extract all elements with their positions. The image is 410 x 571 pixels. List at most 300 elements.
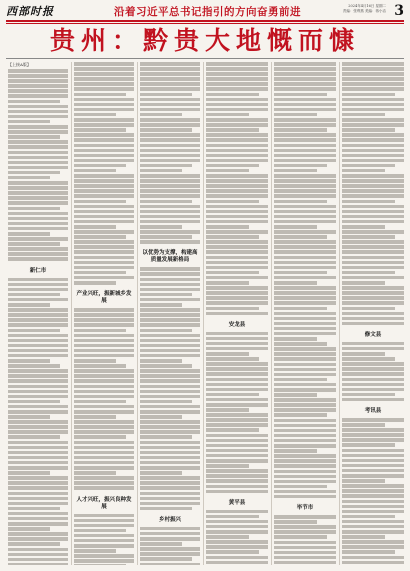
- text-line: [8, 100, 60, 104]
- text-line: [274, 439, 336, 443]
- text-line: [140, 486, 200, 490]
- text-line: [206, 144, 268, 148]
- text-line: [8, 283, 68, 287]
- text-line: [206, 525, 268, 529]
- text-line: [140, 298, 200, 302]
- text-line: [274, 424, 336, 428]
- text-line: [74, 364, 126, 368]
- text-line: [8, 385, 68, 389]
- text-line: [206, 383, 268, 387]
- text-line: [342, 93, 395, 97]
- text-line: [274, 235, 327, 239]
- text-line: [140, 497, 200, 501]
- text-line: [274, 174, 336, 178]
- text-line: [206, 174, 268, 178]
- text-line: [342, 72, 404, 76]
- text-line: [8, 329, 60, 333]
- text-line: [8, 537, 68, 541]
- text-line: [274, 307, 327, 311]
- text-line: [206, 72, 268, 76]
- text-line: [8, 563, 68, 565]
- text-line: [274, 525, 336, 529]
- text-line: [206, 250, 268, 254]
- text-line: [8, 339, 68, 343]
- section-subheading: 黄平县: [228, 499, 246, 506]
- text-line: [206, 352, 249, 356]
- text-line: [342, 474, 404, 478]
- text-line: [206, 444, 268, 448]
- text-line: [342, 383, 404, 387]
- text-line: [140, 205, 200, 209]
- text-line: [274, 332, 336, 336]
- text-line: [74, 329, 126, 333]
- section-subheading: 新仁市: [29, 267, 47, 274]
- text-line: [8, 512, 68, 516]
- text-line: [342, 230, 404, 234]
- text-line: [274, 250, 336, 254]
- text-line: [140, 415, 182, 419]
- text-line: [140, 164, 192, 168]
- text-line: [206, 128, 259, 132]
- text-line: [274, 347, 336, 351]
- text-line: [206, 215, 268, 219]
- text-line: [274, 337, 317, 341]
- text-line: [274, 327, 336, 331]
- text-line: [74, 235, 126, 239]
- text-line: [74, 544, 134, 548]
- text-line: [74, 113, 116, 117]
- text-line: [140, 93, 192, 97]
- text-line: [74, 466, 134, 470]
- text-line: [206, 240, 268, 244]
- text-line: [8, 166, 68, 170]
- text-line: [140, 138, 200, 142]
- text-line: [274, 164, 327, 168]
- text-line: [206, 469, 268, 473]
- article-column-4: [206, 62, 268, 565]
- text-line: [342, 123, 404, 127]
- section-subheading: 乡村振兴: [158, 516, 181, 523]
- text-line: [206, 428, 259, 432]
- text-line: [342, 312, 404, 316]
- text-line: [206, 154, 268, 158]
- text-line: [74, 149, 134, 153]
- text-line: [140, 476, 200, 480]
- text-line: [74, 159, 134, 163]
- text-line: [74, 169, 116, 173]
- text-line: [74, 138, 134, 142]
- text-line: [206, 296, 268, 300]
- text-line: [342, 77, 404, 81]
- text-line: [206, 200, 259, 204]
- date-line: 2024年4月16日 星期二: [348, 4, 386, 8]
- text-line: [74, 200, 126, 204]
- text-line: [342, 256, 404, 260]
- text-line: [342, 362, 404, 366]
- text-line: [206, 179, 268, 183]
- text-line: [8, 171, 60, 175]
- text-line: [74, 395, 134, 399]
- text-line: [342, 82, 404, 86]
- text-line: [274, 261, 336, 265]
- text-line: [140, 456, 200, 460]
- text-line: [342, 205, 404, 209]
- text-line: [74, 344, 134, 348]
- text-line: [342, 378, 404, 382]
- text-line: [206, 271, 259, 275]
- text-line: [8, 74, 68, 78]
- text-line: [342, 479, 385, 483]
- text-line: [8, 517, 68, 521]
- text-line: [274, 388, 336, 392]
- text-line: [206, 281, 249, 285]
- text-line: [8, 451, 68, 455]
- text-line: [140, 308, 200, 312]
- text-line: [342, 398, 404, 402]
- text-line: [274, 429, 336, 433]
- text-line: [274, 133, 336, 137]
- column-divider: [137, 62, 138, 565]
- text-line: [140, 385, 200, 389]
- text-line: [274, 398, 336, 402]
- text-line: [206, 261, 268, 265]
- text-line: [206, 87, 268, 91]
- text-line: [274, 108, 336, 112]
- text-line: [74, 369, 134, 373]
- text-line: [8, 298, 68, 302]
- text-line: [140, 400, 192, 404]
- text-line: [140, 72, 200, 76]
- text-line: [140, 77, 200, 81]
- text-line: [342, 464, 404, 468]
- text-line: [206, 479, 268, 483]
- text-line: [274, 72, 336, 76]
- text-line: [206, 515, 259, 519]
- text-line: [342, 500, 404, 504]
- text-line: [74, 281, 116, 285]
- text-line: [342, 510, 404, 514]
- text-line: [74, 385, 134, 389]
- text-line: [342, 342, 404, 346]
- text-line: [206, 225, 249, 229]
- text-line: [140, 461, 200, 465]
- text-line: [140, 349, 200, 353]
- text-line: [274, 149, 336, 153]
- text-line: [140, 149, 200, 153]
- text-line: [140, 441, 200, 445]
- text-line: [274, 541, 336, 545]
- text-line: [274, 434, 336, 438]
- text-line: [74, 481, 134, 485]
- text-line: [206, 159, 268, 163]
- text-line: [74, 72, 134, 76]
- text-line: [74, 534, 134, 538]
- text-line: [140, 303, 182, 307]
- text-line: [140, 98, 200, 102]
- text-line: [74, 476, 134, 480]
- text-line: [342, 179, 404, 183]
- text-line: [140, 293, 192, 297]
- text-line: [206, 434, 268, 438]
- text-line: [274, 454, 336, 458]
- text-line: [206, 378, 268, 382]
- text-line: [206, 535, 249, 539]
- text-line: [140, 235, 192, 239]
- text-line: [8, 542, 60, 546]
- text-line: [274, 301, 336, 305]
- text-line: [342, 250, 404, 254]
- text-line: [342, 515, 395, 519]
- text-line: [274, 123, 336, 127]
- text-line: [8, 461, 68, 465]
- column-divider: [71, 62, 72, 565]
- text-line: [74, 529, 126, 533]
- text-line: [342, 169, 385, 173]
- text-line: [342, 87, 404, 91]
- text-line: [74, 108, 134, 112]
- text-line: [206, 561, 268, 565]
- text-line: [206, 556, 268, 560]
- text-line: [8, 120, 50, 124]
- text-line: [206, 423, 268, 427]
- text-line: [206, 490, 268, 494]
- text-line: [274, 551, 336, 555]
- text-line: [74, 93, 126, 97]
- text-line: [74, 349, 134, 353]
- column-divider: [203, 62, 204, 565]
- text-line: [74, 261, 134, 265]
- text-line: [274, 317, 336, 321]
- text-line: [206, 220, 268, 224]
- section-subheading: 修文县: [364, 331, 382, 338]
- text-line: [8, 181, 68, 185]
- text-line: [8, 237, 68, 241]
- text-line: [74, 133, 134, 137]
- text-line: [8, 115, 68, 119]
- text-line: [206, 530, 268, 534]
- text-line: [74, 420, 134, 424]
- text-line: [8, 400, 60, 404]
- text-line: [140, 144, 200, 148]
- text-line: [206, 520, 268, 524]
- text-line: [342, 296, 404, 300]
- text-line: [140, 200, 192, 204]
- text-line: [206, 439, 268, 443]
- text-line: [8, 323, 68, 327]
- text-line: [140, 159, 200, 163]
- article-column-1: [8, 62, 68, 565]
- text-line: [140, 537, 200, 541]
- text-line: [342, 281, 385, 285]
- text-line: [74, 514, 134, 518]
- text-line: [8, 252, 68, 256]
- text-line: [206, 138, 268, 142]
- text-line: [74, 334, 134, 338]
- text-line: [8, 390, 68, 394]
- text-line: [342, 438, 404, 442]
- text-line: [140, 547, 200, 551]
- text-line: [274, 393, 317, 397]
- text-line: [140, 420, 200, 424]
- text-line: [8, 471, 50, 475]
- text-line: [140, 507, 192, 511]
- text-line: [74, 256, 134, 260]
- text-line: [206, 337, 268, 341]
- text-line: [274, 62, 336, 66]
- text-line: [8, 435, 60, 439]
- text-line: [140, 278, 200, 282]
- text-line: [274, 444, 336, 448]
- text-line: [274, 408, 336, 412]
- text-line: [206, 266, 268, 270]
- text-line: [74, 144, 134, 148]
- text-line: [342, 154, 404, 158]
- text-line: [8, 288, 68, 292]
- text-line: [140, 194, 200, 198]
- text-line: [8, 364, 60, 368]
- text-line: [274, 357, 336, 361]
- text-line: [140, 405, 200, 409]
- text-line: [342, 484, 404, 488]
- text-line: [8, 497, 68, 501]
- text-line: [206, 449, 268, 453]
- text-line: [342, 271, 395, 275]
- text-line: [140, 369, 200, 373]
- text-line: [74, 451, 134, 455]
- text-line: [274, 383, 336, 387]
- section-subheading: 产业兴旺，振新城乡发展: [76, 291, 132, 305]
- text-line: [274, 546, 336, 550]
- text-line: [274, 378, 327, 382]
- article-column-5: [274, 62, 336, 565]
- text-line: [206, 113, 249, 117]
- text-line: [140, 390, 200, 394]
- text-line: [74, 441, 134, 445]
- text-line: [206, 194, 268, 198]
- text-line: [74, 524, 134, 528]
- text-line: [140, 318, 200, 322]
- text-line: [8, 527, 50, 531]
- text-line: [206, 82, 268, 86]
- text-line: [8, 69, 68, 73]
- text-line: [8, 334, 68, 338]
- text-line: [206, 393, 259, 397]
- text-line: [8, 161, 68, 165]
- text-line: [140, 288, 200, 292]
- text-line: [140, 103, 200, 107]
- text-line: [274, 194, 336, 198]
- text-line: [8, 532, 68, 536]
- text-line: [8, 105, 68, 109]
- text-line: [140, 446, 200, 450]
- text-line: [274, 312, 336, 316]
- page-headline: 贵州：黔贵大地慨而慷: [49, 26, 360, 55]
- text-line: [8, 344, 68, 348]
- text-line: [8, 196, 68, 200]
- text-line: [8, 130, 68, 134]
- text-line: [74, 154, 134, 158]
- text-line: [274, 281, 317, 285]
- text-line: [8, 140, 68, 144]
- text-line: [140, 502, 200, 506]
- text-line: [74, 82, 134, 86]
- text-line: [274, 276, 336, 280]
- text-line: [74, 271, 126, 275]
- text-line: [342, 62, 404, 66]
- text-line: [74, 554, 134, 558]
- text-line: [274, 82, 336, 86]
- text-line: [342, 454, 404, 458]
- text-line: [8, 232, 50, 236]
- text-line: [8, 247, 68, 251]
- text-line: [206, 149, 268, 153]
- text-line: [8, 313, 68, 317]
- text-line: [8, 94, 68, 98]
- text-line: [206, 118, 268, 122]
- text-line: [140, 283, 200, 287]
- text-line: [342, 550, 395, 554]
- text-line: [74, 564, 126, 565]
- text-line: [140, 230, 200, 234]
- text-line: [8, 492, 68, 496]
- text-line: [274, 373, 336, 377]
- text-line: [140, 323, 200, 327]
- text-line: [74, 339, 134, 343]
- text-line: [140, 240, 200, 244]
- text-line: [8, 354, 68, 358]
- text-line: [274, 535, 327, 539]
- text-line: [342, 301, 404, 305]
- text-line: [140, 62, 200, 66]
- text-line: [342, 556, 404, 560]
- text-line: [206, 413, 268, 417]
- text-line: [206, 230, 268, 234]
- text-line: [342, 210, 404, 214]
- text-line: [8, 486, 68, 490]
- text-line: [8, 186, 68, 190]
- text-line: [8, 217, 68, 221]
- section-subheading: 考讯县: [364, 408, 382, 414]
- text-line: [342, 489, 404, 493]
- text-line: [140, 174, 200, 178]
- text-line: [8, 89, 68, 93]
- masthead-rule: [6, 20, 404, 22]
- section-subheading: 毕节市: [296, 505, 314, 512]
- text-line: [74, 103, 134, 107]
- text-line: [8, 425, 68, 429]
- text-line: [140, 313, 200, 317]
- text-line: [74, 549, 116, 553]
- text-line: [140, 272, 200, 276]
- text-line: [8, 476, 68, 480]
- text-line: [342, 428, 404, 432]
- text-line: [342, 540, 404, 544]
- text-line: [140, 557, 192, 561]
- text-line: [274, 556, 336, 560]
- text-line: [206, 245, 268, 249]
- text-line: [274, 475, 336, 479]
- text-line: [8, 110, 68, 114]
- text-line: [274, 480, 336, 484]
- text-line: [140, 179, 200, 183]
- text-line: [8, 410, 68, 414]
- text-line: [74, 410, 134, 414]
- text-line: [8, 242, 60, 246]
- text-line: [74, 77, 134, 81]
- text-line: [274, 77, 336, 81]
- text-line: [74, 123, 134, 127]
- text-line: [274, 413, 327, 417]
